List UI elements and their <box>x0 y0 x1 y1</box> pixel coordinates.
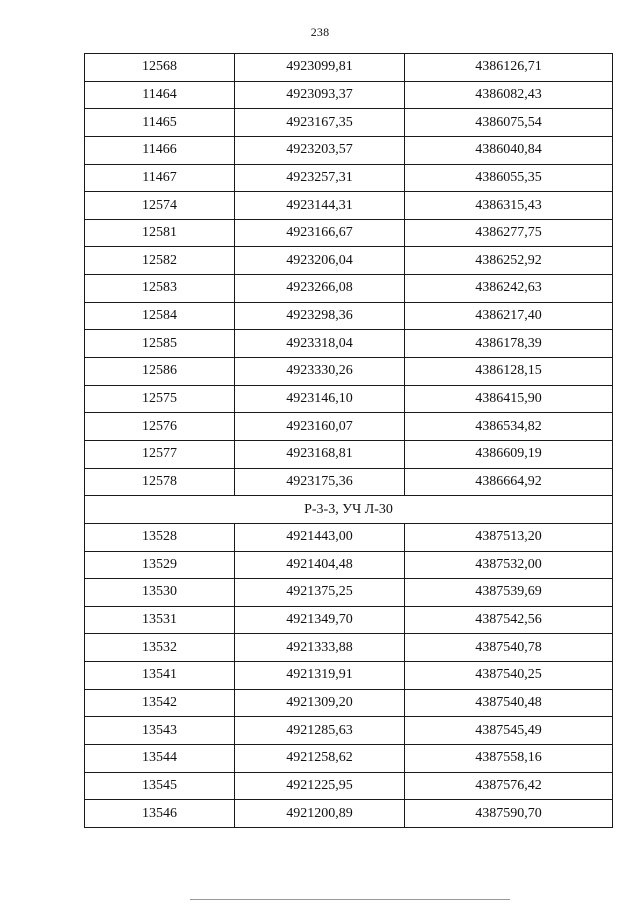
table-row <box>85 606 613 634</box>
table-row <box>85 358 613 386</box>
coord-x-cell: 4923206,04 <box>235 247 405 275</box>
table-row <box>85 81 613 109</box>
point-id-cell: 12568 <box>85 54 235 82</box>
coord-x-cell: 4923266,08 <box>235 275 405 303</box>
coord-x-cell: 4923144,31 <box>235 192 405 220</box>
coord-x-cell: 4923318,04 <box>235 330 405 358</box>
table-row <box>85 192 613 220</box>
table-row <box>85 772 613 800</box>
table-row <box>85 551 613 579</box>
page-number: 238 <box>310 25 330 39</box>
coord-y-cell: 4387576,42 <box>405 772 613 800</box>
point-id-cell: 13545 <box>85 772 235 800</box>
section-header-row <box>85 496 613 524</box>
coord-x-cell: 4923203,57 <box>235 136 405 164</box>
coord-x-cell: 4923160,07 <box>235 413 405 441</box>
coord-y-cell: 4386664,92 <box>405 468 613 496</box>
bottom-divider <box>190 899 510 900</box>
point-id-cell: 13532 <box>85 634 235 662</box>
coord-y-cell: 4386415,90 <box>405 385 613 413</box>
point-id-cell: 13531 <box>85 606 235 634</box>
coord-x-cell: 4923167,35 <box>235 109 405 137</box>
coord-y-cell: 4387558,16 <box>405 745 613 773</box>
coord-y-cell: 4387540,48 <box>405 689 613 717</box>
coord-y-cell: 4386075,54 <box>405 109 613 137</box>
point-id-cell: 13528 <box>85 523 235 551</box>
table-row <box>85 136 613 164</box>
coord-y-cell: 4386126,71 <box>405 54 613 82</box>
coord-y-cell: 4387542,56 <box>405 606 613 634</box>
point-id-cell: 12575 <box>85 385 235 413</box>
coord-y-cell: 4387539,69 <box>405 579 613 607</box>
coord-x-cell: 4921200,89 <box>235 800 405 828</box>
point-id-cell: 12584 <box>85 302 235 330</box>
coord-y-cell: 4386609,19 <box>405 440 613 468</box>
table-row <box>85 164 613 192</box>
coord-x-cell: 4923093,37 <box>235 81 405 109</box>
table-row <box>85 662 613 690</box>
coord-y-cell: 4386128,15 <box>405 358 613 386</box>
coord-x-cell: 4921309,20 <box>235 689 405 717</box>
section-title: Р-3-3, УЧ Л-30 <box>85 496 613 524</box>
coord-x-cell: 4921333,88 <box>235 634 405 662</box>
coord-y-cell: 4386082,43 <box>405 81 613 109</box>
coord-y-cell: 4386040,84 <box>405 136 613 164</box>
coord-x-cell: 4921319,91 <box>235 662 405 690</box>
coord-y-cell: 4386242,63 <box>405 275 613 303</box>
table-row <box>85 330 613 358</box>
table-row <box>85 689 613 717</box>
point-id-cell: 13530 <box>85 579 235 607</box>
point-id-cell: 13544 <box>85 745 235 773</box>
coord-x-cell: 4923330,26 <box>235 358 405 386</box>
point-id-cell: 12586 <box>85 358 235 386</box>
coord-x-cell: 4923168,81 <box>235 440 405 468</box>
point-id-cell: 12585 <box>85 330 235 358</box>
point-id-cell: 11464 <box>85 81 235 109</box>
coord-x-cell: 4921258,62 <box>235 745 405 773</box>
coord-x-cell: 4921285,63 <box>235 717 405 745</box>
point-id-cell: 11465 <box>85 109 235 137</box>
table-row <box>85 109 613 137</box>
table-row <box>85 275 613 303</box>
coord-x-cell: 4921349,70 <box>235 606 405 634</box>
coord-y-cell: 4387532,00 <box>405 551 613 579</box>
point-id-cell: 12574 <box>85 192 235 220</box>
coord-x-cell: 4923175,36 <box>235 468 405 496</box>
point-id-cell: 13529 <box>85 551 235 579</box>
table-row <box>85 247 613 275</box>
coordinates-table <box>84 53 613 828</box>
point-id-cell: 13546 <box>85 800 235 828</box>
coord-x-cell: 4923166,67 <box>235 219 405 247</box>
table-row <box>85 413 613 441</box>
coord-y-cell: 4387590,70 <box>405 800 613 828</box>
table-row <box>85 440 613 468</box>
coordinates-table-body <box>85 54 613 828</box>
coord-y-cell: 4386178,39 <box>405 330 613 358</box>
point-id-cell: 11466 <box>85 136 235 164</box>
coord-x-cell: 4921375,25 <box>235 579 405 607</box>
table-row <box>85 634 613 662</box>
point-id-cell: 12581 <box>85 219 235 247</box>
table-row <box>85 54 613 82</box>
table-row <box>85 302 613 330</box>
point-id-cell: 13541 <box>85 662 235 690</box>
coord-y-cell: 4386217,40 <box>405 302 613 330</box>
point-id-cell: 12583 <box>85 275 235 303</box>
point-id-cell: 13542 <box>85 689 235 717</box>
table-row <box>85 523 613 551</box>
coord-x-cell: 4921225,95 <box>235 772 405 800</box>
table-row <box>85 579 613 607</box>
coord-x-cell: 4923257,31 <box>235 164 405 192</box>
coord-x-cell: 4923099,81 <box>235 54 405 82</box>
point-id-cell: 13543 <box>85 717 235 745</box>
point-id-cell: 12582 <box>85 247 235 275</box>
table-row <box>85 385 613 413</box>
coord-y-cell: 4386055,35 <box>405 164 613 192</box>
table-row <box>85 800 613 828</box>
point-id-cell: 12578 <box>85 468 235 496</box>
table-row <box>85 717 613 745</box>
coord-y-cell: 4387540,78 <box>405 634 613 662</box>
coord-x-cell: 4923146,10 <box>235 385 405 413</box>
coord-y-cell: 4386277,75 <box>405 219 613 247</box>
coord-y-cell: 4386315,43 <box>405 192 613 220</box>
coord-y-cell: 4387540,25 <box>405 662 613 690</box>
coord-y-cell: 4387545,49 <box>405 717 613 745</box>
table-row <box>85 745 613 773</box>
coord-y-cell: 4386534,82 <box>405 413 613 441</box>
coord-y-cell: 4387513,20 <box>405 523 613 551</box>
coord-x-cell: 4921404,48 <box>235 551 405 579</box>
point-id-cell: 12576 <box>85 413 235 441</box>
table-row <box>85 468 613 496</box>
coord-y-cell: 4386252,92 <box>405 247 613 275</box>
point-id-cell: 11467 <box>85 164 235 192</box>
coord-x-cell: 4921443,00 <box>235 523 405 551</box>
table-row <box>85 219 613 247</box>
point-id-cell: 12577 <box>85 440 235 468</box>
coord-x-cell: 4923298,36 <box>235 302 405 330</box>
